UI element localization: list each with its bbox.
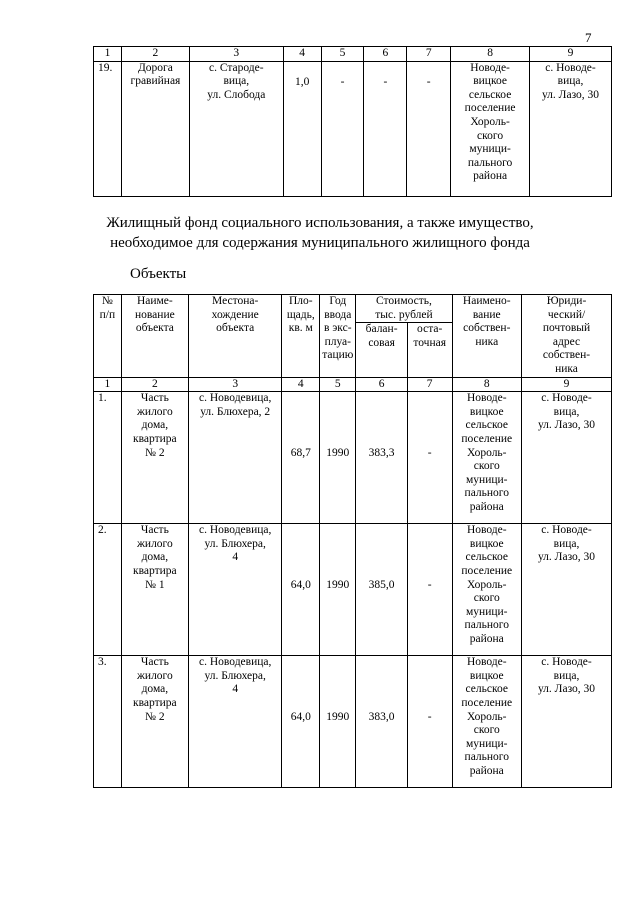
text-line: 1,0 [294,75,310,88]
col-number: 5 [320,377,356,392]
owner-name [452,392,521,524]
text-line: с. Новоде- [541,656,592,669]
table-row [94,524,612,656]
object-area [282,656,320,788]
text-line: п/п [99,308,116,321]
text-line: ул. Лазо, 30 [537,683,596,696]
text-line: Хороль- [467,578,507,591]
text-line: 383,0 [368,711,395,724]
text-line: поселение [464,102,516,115]
cost-balance [364,61,407,196]
text-line: дома, [141,419,169,432]
text-line: вица, [557,75,584,88]
header-num [94,295,122,378]
text-line: ческий/ [547,308,586,321]
heading-line: необходимое для содержания муниципального жилищного фонда [110,235,530,251]
text-line: района [469,764,504,777]
text-line: жилого [136,537,173,550]
objects-label: Объекты [130,266,187,282]
text-line: - [340,75,345,88]
col-number: 4 [282,377,320,392]
text-line: района [469,632,504,645]
text-line: в экс- [324,322,352,335]
text-line: жилого [136,669,173,682]
text-line: вица, [553,405,580,418]
text-line: вица, [553,669,580,682]
text-line: района [473,170,508,183]
text-line: собствен- [542,349,591,362]
text-line: Новоде- [470,61,510,74]
header-area [282,295,320,378]
col-number: 1 [94,47,122,62]
header-row [94,295,612,323]
column-numbers-row [94,377,612,392]
col-number: 2 [121,47,189,62]
table-row [94,61,612,196]
object-location [189,524,282,656]
text-line: квартира [133,696,177,709]
text-line: 68,7 [290,447,311,460]
col-number: 9 [530,47,612,62]
owner-address [522,656,612,788]
text-line: ского [477,129,504,142]
text-line: 385,0 [368,579,395,592]
text-line: Пло- [288,295,313,307]
text-line: пального [464,751,509,764]
text-line: ника [475,335,499,348]
text-line: - [427,711,432,724]
text-line: поселение [461,564,513,577]
row-number: 3. [94,656,122,788]
header-owner [452,295,521,378]
continuation-table [93,46,612,197]
text-line: почтовый [542,322,591,335]
col-number: 6 [364,47,407,62]
text-line: собствен- [463,322,511,335]
text-line: муници- [466,605,508,618]
text-line: 1990 [326,579,350,592]
section-heading [60,213,580,253]
text-line: № 2 [145,446,165,459]
text-line: плуа- [324,335,351,348]
text-line: жилого [136,405,173,418]
text-line: Стоимость, [376,295,432,307]
text-line: 4 [232,551,239,564]
text-line: - [383,75,388,88]
text-line: Новоде- [466,524,507,537]
text-line: ул. Слобода [207,88,266,101]
table-row [94,656,612,788]
row-number: 1. [94,392,122,524]
object-name [121,61,189,196]
text-line: № 2 [145,710,165,723]
text-line: муници- [466,473,508,486]
col-number: 3 [189,47,283,62]
text-line: с. Новодевица, [199,392,272,405]
text-line: квартира [133,432,177,445]
cost-residual [407,61,451,196]
text-line: тыс. рублей [375,308,433,321]
text-line: сельское [465,419,508,432]
text-line: ул. Блюхера, [204,669,266,682]
text-line: адрес [552,335,581,348]
object-year [321,61,364,196]
table-row [94,392,612,524]
text-line: с. Новодевица, [199,656,272,669]
object-name [121,392,188,524]
text-line: вицкое [469,537,504,550]
cost-residual [407,656,452,788]
col-number: 9 [522,377,612,392]
object-location [189,656,282,788]
col-number: 7 [407,377,452,392]
text-line: с. Староде- [208,61,264,74]
owner-address [522,392,612,524]
text-line: ввода [324,308,352,321]
text-line: - [427,579,432,592]
col-number: 6 [356,377,407,392]
objects-table [93,294,612,788]
text-line: Новоде- [466,392,507,405]
text-line: 1990 [326,711,350,724]
col-number: 8 [451,47,530,62]
cost-balance [356,392,407,524]
col-number: 5 [321,47,364,62]
object-area [282,392,320,524]
text-line: нование [135,308,175,321]
text-line: с. Новодевица, [199,524,272,537]
text-line: пального [464,487,509,500]
text-line: объекта [216,322,255,335]
text-line: Дорога [137,61,173,74]
text-line: Часть [140,392,169,405]
text-line: тацию [322,349,354,362]
object-name [121,524,188,656]
object-location [189,61,283,196]
text-line: муници- [466,737,508,750]
text-line: объекта [135,322,174,335]
text-line: оста- [417,323,443,336]
text-line: Хороль- [467,446,507,459]
object-year [320,656,356,788]
col-number: 3 [189,377,282,392]
text-line: Часть [140,656,169,669]
text-line: 383,3 [368,447,395,460]
text-line: сельское [465,683,508,696]
text-line: ул. Блюхера, [204,537,266,550]
text-line: кв. м [288,322,313,335]
text-line: дома, [141,683,169,696]
text-line: Хороль- [470,115,510,128]
text-line: вица, [223,75,250,88]
text-line: с. Новоде- [541,524,592,537]
text-line: пального [464,619,509,632]
owner-name [452,524,521,656]
text-line: Хороль- [467,710,507,723]
header-address [522,295,612,378]
row-number: 19. [94,61,122,196]
text-line: ул. Лазо, 30 [537,419,596,432]
text-line: Год [329,295,347,307]
object-location [189,392,282,524]
text-line: Местона- [212,295,259,307]
text-line: 64,0 [290,711,311,724]
owner-address [530,61,612,196]
text-line: ского [473,724,500,737]
col-number: 2 [121,377,188,392]
text-line: 4 [232,683,239,696]
text-line: сельское [465,551,508,564]
col-number: 8 [452,377,521,392]
header-cost-balance [356,323,407,377]
header-year [320,295,356,378]
text-line: балан- [365,323,398,336]
row-number: 2. [94,524,122,656]
text-line: гравийная [130,75,181,88]
text-line: квартира [133,564,177,577]
text-line: хождение [211,308,259,321]
text-line: щадь, [286,308,315,321]
owner-address [522,524,612,656]
text-line: дома, [141,551,169,564]
owner-name [451,61,530,196]
text-line: ул. Лазо, 30 [537,551,596,564]
text-line: ул. Лазо, 30 [541,88,600,101]
header-name [121,295,188,378]
column-numbers-row [94,47,612,62]
text-line: вицкое [473,75,507,88]
text-line: № [101,295,113,307]
object-area [282,524,320,656]
owner-name [452,656,521,788]
col-number: 7 [407,47,451,62]
text-line: вицкое [469,405,504,418]
object-name [121,656,188,788]
text-line: 64,0 [290,579,311,592]
cost-balance [356,656,407,788]
text-line: поселение [461,432,513,445]
object-year [320,392,356,524]
cost-residual [407,392,452,524]
col-number: 4 [283,47,321,62]
text-line: Часть [140,524,169,537]
text-line: района [469,500,504,513]
cost-residual [407,524,452,656]
page-number: 7 [585,30,592,45]
text-line: № 1 [145,578,165,591]
text-line: - [427,447,432,460]
col-number: 1 [94,377,122,392]
text-line: вица, [553,537,580,550]
text-line: вание [472,308,501,321]
header-location [189,295,282,378]
object-year [320,524,356,656]
text-line: вицкое [469,669,504,682]
text-line: точная [413,336,446,349]
header-cost [356,295,452,323]
object-area [283,61,321,196]
header-cost-residual [407,323,452,377]
text-line: сельское [468,88,512,101]
text-line: совая [368,336,395,349]
cost-balance [356,524,407,656]
text-line: 1990 [326,447,350,460]
text-line: - [426,75,431,88]
text-line: с. Новоде- [541,392,592,405]
text-line: ул. Блюхера, 2 [200,405,271,418]
text-line: Новоде- [466,656,507,669]
text-line: муници- [469,143,511,156]
text-line: Наиме- [136,295,173,307]
text-line: Юриди- [546,295,587,307]
text-line: Наимено- [462,295,511,307]
text-line: с. Новоде- [545,61,596,74]
text-line: ника [555,362,578,375]
text-line: ского [473,460,500,473]
heading-line: Жилищный фонд социального использования, а также имущество, [106,215,534,231]
text-line: ского [473,592,500,605]
text-line: пального [467,156,513,169]
text-line: поселение [461,696,513,709]
